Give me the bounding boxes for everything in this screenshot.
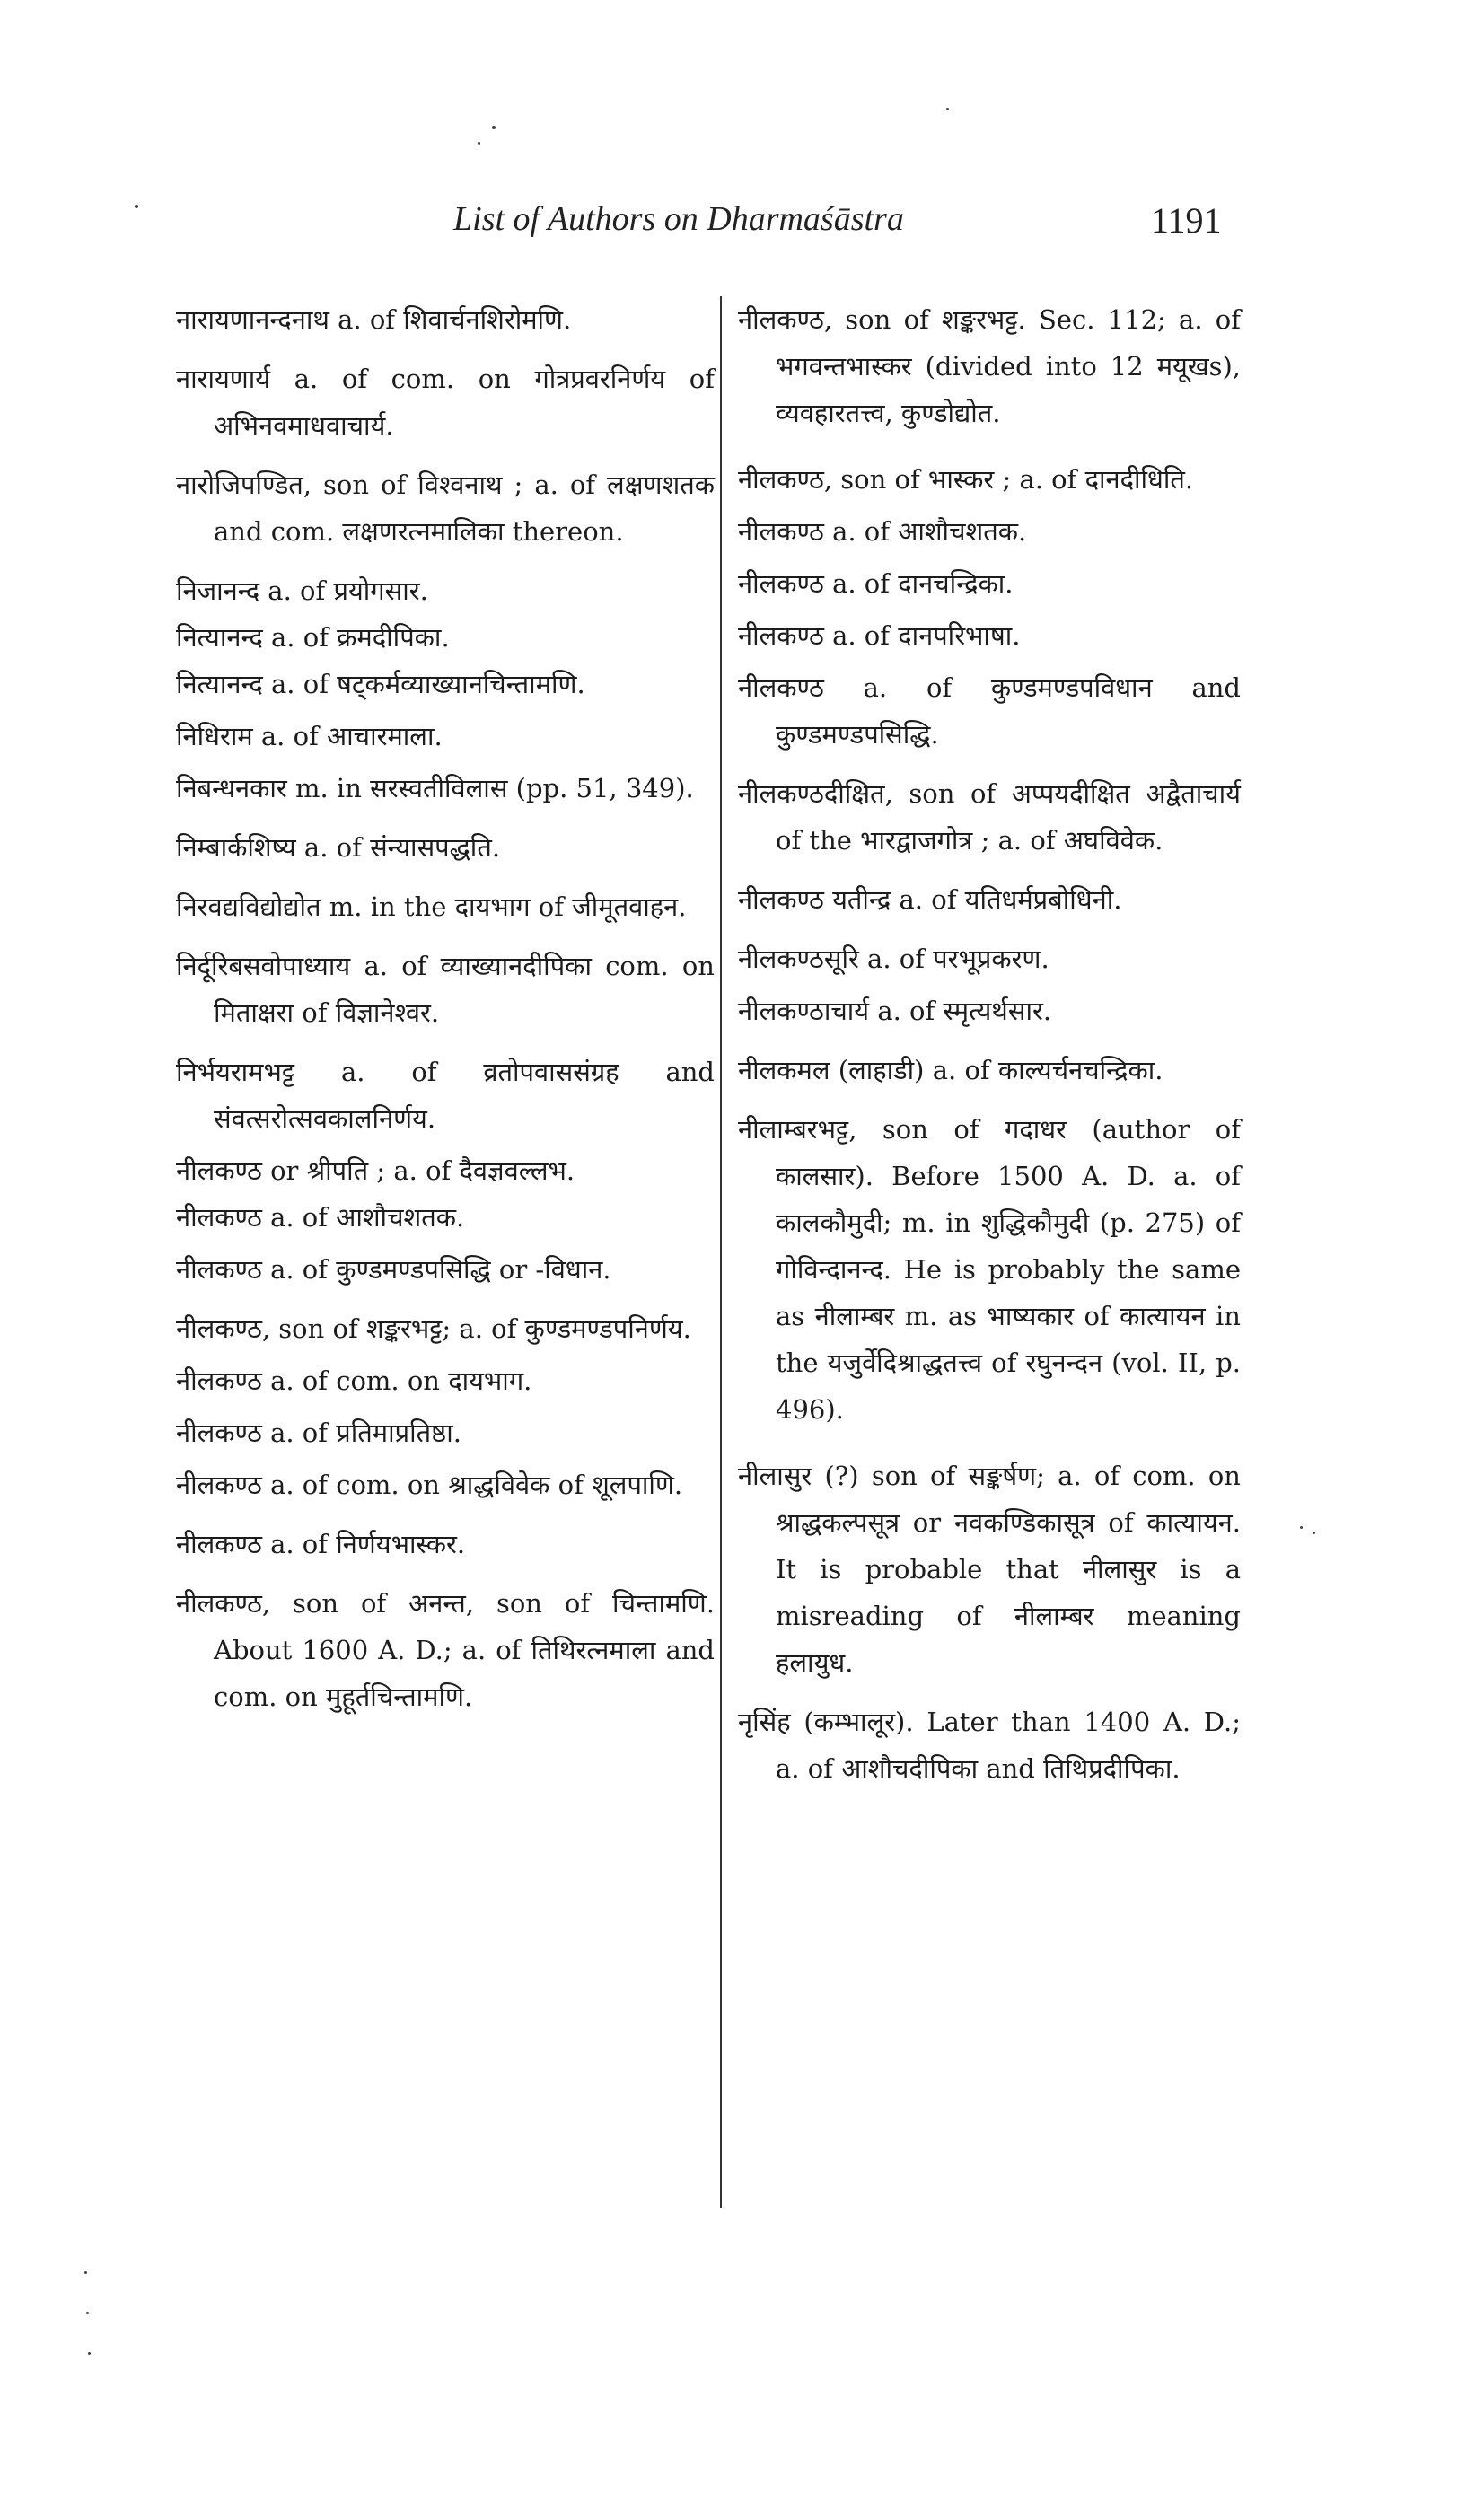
entry: निधिराम a. of आचारमाला.	[176, 721, 443, 751]
scan-speck	[135, 205, 138, 208]
entry: निबन्धनकार m. in सरस्वतीविलास (pp. 51, 349).	[176, 773, 694, 803]
entry: नीलासुर (?) son of सङ्कर्षण; a. of com. on श्राद्धकल्पसूत्र or नवकण्डिकासूत्र of कात्यायन. It is probable that नीलासुर is a misreading of नीलाम्बर meaning हलायुध.	[738, 1461, 1241, 1678]
entry: नृसिंह (कम्भालूर). Later than 1400 A. D.; a. of आशौचदीपिका and तिथिप्रदीपिका.	[738, 1707, 1241, 1784]
entry: नीलकण्ठसूरि a. of परभूप्रकरण.	[738, 944, 1049, 974]
entry: नीलकण्ठ, son of शङ्करभट्ट; a. of कुण्डमण्डपनिर्णय.	[176, 1313, 691, 1344]
entry: नारायणानन्दनाथ a. of शिवार्चनशिरोमणि.	[176, 304, 572, 335]
column-divider	[720, 296, 722, 2208]
entry: नीलकण्ठ a. of प्रतिमाप्रतिष्ठा.	[176, 1418, 461, 1448]
running-title: List of Authors on Dharmaśāstra	[453, 200, 904, 238]
entry: निम्बार्कशिष्य a. of संन्यासपद्धति.	[176, 832, 501, 863]
scan-speck	[946, 108, 949, 110]
entry: नित्यानन्द a. of षट्कर्मव्याख्यानचिन्तामणि.	[176, 669, 585, 699]
entry: निर्भयरामभट्ट a. of व्रतोपवाससंग्रह and संवत्सरोत्सवकालनिर्णय.	[176, 1057, 715, 1134]
entry: नीलकण्ठ, son of भास्कर ; a. of दानदीधिति.	[738, 464, 1194, 495]
entry: नीलकण्ठदीक्षित, son of अप्पयदीक्षित अद्वैताचार्य of the भारद्वाजगोत्र ; a. of अघविवेक.	[738, 778, 1241, 856]
entry: नीलकमल (लाहाडी) a. of काल्यर्चनचन्द्रिका.	[738, 1055, 1163, 1085]
entry: नीलकण्ठ a. of कुण्डमण्डपसिद्धि or -विधान.	[176, 1254, 611, 1285]
left-column	[176, 296, 715, 1720]
scan-speck	[1300, 1526, 1303, 1529]
entry: नारोजिपण्डित, son of विश्वनाथ ; a. of लक्षणशतक and com. लक्षणरत्नमालिका thereon.	[176, 470, 715, 547]
entry: निरवद्यविद्योद्योत m. in the दायभाग of जीमूतवाहन.	[176, 891, 687, 922]
scan-speck	[1313, 1532, 1315, 1534]
entry: नीलकण्ठ a. of दानपरिभाषा.	[738, 620, 1021, 651]
page-number: 1191	[1151, 200, 1222, 241]
entry: नीलकण्ठ, son of शङ्करभट्ट. Sec. 112; a. of भगवन्तभास्कर (divided into 12 मयूखs), व्यवहारतत्त्व, कुण्डोद्योत.	[738, 304, 1241, 428]
entry: नीलकण्ठ a. of निर्णयभास्कर.	[176, 1529, 466, 1559]
entry: नीलकण्ठ a. of आशौचशतक.	[738, 516, 1027, 547]
entry: नीलकण्ठ, son of अनन्त, son of चिन्तामणि. About 1600 A. D.; a. of तिथिरत्नमाला and com. on मुहूर्तचिन्तामणि.	[176, 1588, 715, 1712]
entry: नीलकण्ठ यतीन्द्र a. of यतिधर्मप्रबोधिनी.	[738, 884, 1122, 915]
entry: नीलकण्ठ a. of दानचन्द्रिका.	[738, 568, 1014, 599]
page-header	[0, 199, 1484, 253]
entry: नीलकण्ठ a. of com. on दायभाग.	[176, 1365, 532, 1396]
entry: नारायणार्य a. of com. on गोत्रप्रवरनिर्णय of अभिनवमाधवाचार्य.	[176, 364, 715, 441]
scan-speck	[492, 126, 496, 129]
entry: नीलकण्ठ a. of com. on श्राद्धविवेक of शूलपाणि.	[176, 1470, 683, 1500]
right-column	[738, 296, 1241, 1792]
entry: नीलाम्बरभट्ट, son of गदाधर (author of कालसार). Before 1500 A. D. a. of कालकौमुदी; m. in शुद्धिकौमुदी (p. 275) of गोविन्दानन्द. He is probably the same as नीलाम्बर m. as भाष्यकार of कात्यायन in the यजुर्वेदिश्राद्धतत्त्व of रघुनन्दन (vol. II, p. 496).	[738, 1114, 1241, 1425]
scan-speck	[86, 2312, 89, 2314]
entry: नीलकण्ठ or श्रीपति ; a. of दैवज्ञवल्लभ.	[176, 1155, 575, 1186]
scan-speck	[84, 2271, 87, 2274]
entry: निर्दूरिबसवोपाध्याय a. of व्याख्यानदीपिका com. on मिताक्षरा of विज्ञानेश्वर.	[176, 951, 715, 1028]
entry: नीलकण्ठ a. of कुण्डमण्डपविधान and कुण्डमण्डपसिद्धि.	[738, 672, 1241, 750]
entry: नीलकण्ठाचार्य a. of स्मृत्यर्थसार.	[738, 996, 1052, 1026]
scan-speck	[88, 2352, 91, 2355]
entry: निजानन्द a. of प्रयोगसार.	[176, 575, 428, 606]
entry: नीलकण्ठ a. of आशौचशतक.	[176, 1202, 465, 1233]
scan-speck	[478, 142, 480, 145]
entry: नित्यानन्द a. of क्रमदीपिका.	[176, 622, 450, 653]
